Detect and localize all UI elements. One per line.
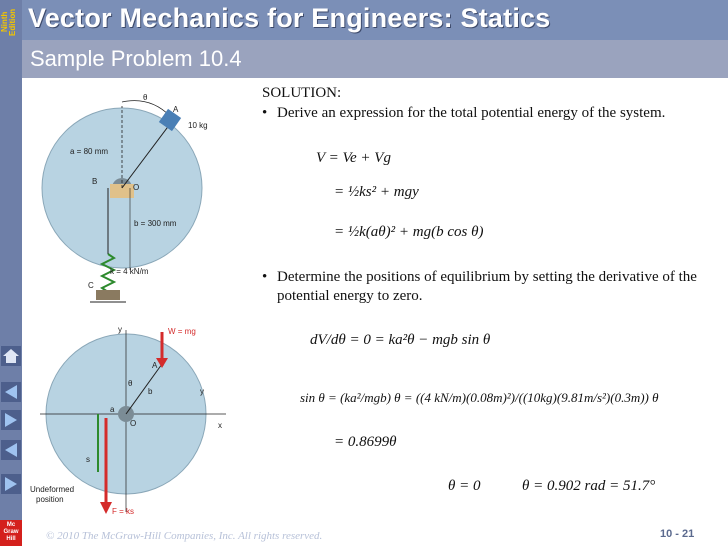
label-x-axis: x — [218, 421, 222, 430]
label-O: O — [133, 183, 140, 192]
figure-free-body — [30, 322, 230, 522]
solution-heading: SOLUTION: — [262, 85, 342, 101]
label-A: A — [152, 361, 158, 370]
slide-title: Vector Mechanics for Engineers: Statics — [28, 3, 551, 33]
page-number: 10 - 21 — [660, 528, 695, 540]
copyright: © 2010 The McGraw-Hill Companies, Inc. All rights reserved. — [46, 530, 323, 542]
label-s: s — [86, 455, 90, 464]
label-k: k = 4 kN/m — [110, 267, 149, 276]
home-icon[interactable] — [1, 346, 21, 366]
figure-disk-spring — [30, 84, 230, 314]
edition-label: Ninth Edition — [0, 8, 17, 36]
label-A: A — [173, 105, 179, 114]
last-slide-icon[interactable] — [1, 474, 21, 494]
label-B: B — [92, 177, 98, 186]
bullet-2 — [262, 268, 702, 306]
label-b: b = 300 mm — [134, 219, 177, 228]
equation-2: = ½ks² + mgy — [334, 184, 419, 200]
equation-4: dV/dθ = 0 = ka²θ − mgb sin θ — [310, 332, 491, 348]
left-rail — [0, 0, 22, 546]
label-undeformed: Undeformed — [30, 485, 75, 494]
equation-3: = ½k(aθ)² + mg(b cos θ) — [334, 224, 484, 240]
equation-5: sin θ = (ka²/mgb) θ = ((4 kN/m)(0.08m)²)/((10kg)(9.81m/s²)(0.3m)) θ — [300, 390, 659, 405]
result-1: θ = 0 — [448, 478, 481, 494]
next-slide-icon[interactable] — [1, 410, 21, 430]
label-a: a = 80 mm — [70, 147, 109, 156]
label-a: a — [110, 405, 115, 414]
equation-1: V = Ve + Vg — [316, 150, 391, 166]
label-y-distance: y — [200, 387, 204, 396]
label-mass: 10 kg — [188, 121, 208, 130]
prev-slide-icon[interactable] — [1, 440, 21, 460]
publisher-logo: Mc Graw Hill — [0, 520, 22, 546]
first-slide-icon[interactable] — [1, 382, 21, 402]
bullet-2-text: Determine the positions of equilibrium by setting the derivative of the potential energy to zero. — [277, 269, 697, 304]
slide-subtitle: Sample Problem 10.4 — [30, 46, 242, 71]
bullet-dot: • — [262, 269, 268, 285]
label-W: W = mg — [168, 327, 196, 336]
equation-6: = 0.8699θ — [334, 434, 397, 450]
label-b: b — [148, 387, 153, 396]
label-y-axis: y — [118, 325, 122, 334]
label-position: position — [36, 495, 64, 504]
label-O: O — [130, 419, 137, 428]
bullet-dot: • — [262, 105, 268, 121]
bullet-1 — [262, 104, 702, 123]
label-F: F = ks — [112, 507, 135, 516]
label-C: C — [88, 281, 94, 290]
result-2: θ = 0.902 rad = 51.7° — [522, 478, 656, 494]
label-theta: θ — [143, 93, 148, 102]
label-theta: θ — [128, 379, 133, 388]
bullet-1-text: Derive an expression for the total potential energy of the system. — [277, 105, 666, 121]
